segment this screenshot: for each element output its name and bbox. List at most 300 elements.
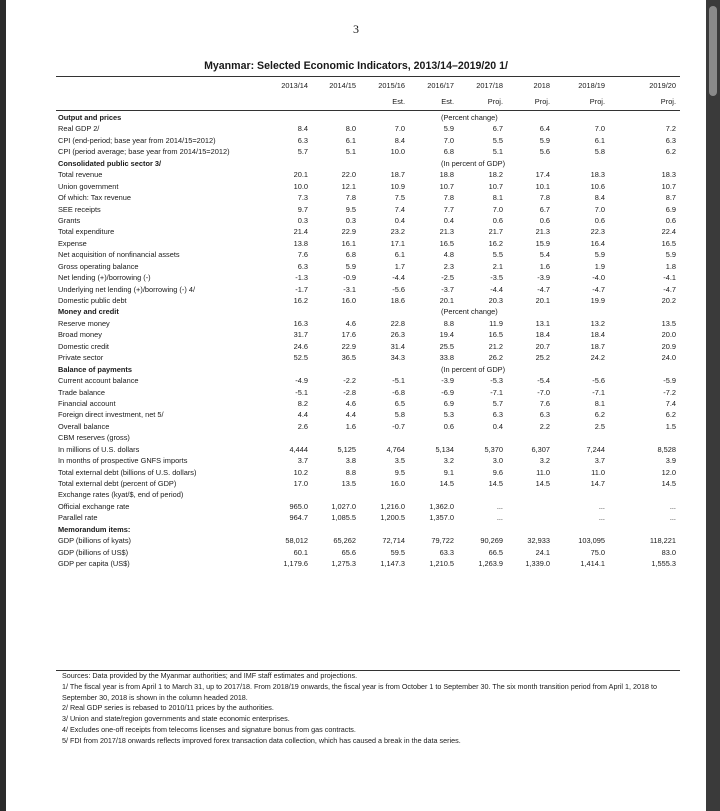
table-cell: -7.0 <box>537 387 550 397</box>
table-cell: -4.4 <box>490 284 503 294</box>
unit-caption: (In percent of GDP) <box>441 158 506 168</box>
table-cell: 1.6 <box>345 421 356 431</box>
table-cell: -5.3 <box>490 376 503 386</box>
table-row <box>56 272 680 283</box>
table-cell: -3.1 <box>343 284 356 294</box>
document-page <box>6 0 706 811</box>
table-cell: 0.6 <box>665 215 676 225</box>
row-label: Trade balance <box>58 387 105 397</box>
table-row <box>56 489 680 500</box>
table-cell: 18.8 <box>439 170 454 180</box>
table-cell: 18.3 <box>661 170 676 180</box>
table-cell: 965.0 <box>289 501 308 511</box>
table-cell: 31.7 <box>293 330 308 340</box>
table-cell: 4.6 <box>345 318 356 328</box>
table-title: Myanmar: Selected Economic Indicators, 2013/14–2019/20 1/ <box>204 60 508 72</box>
row-label: GDP per capita (US$) <box>58 559 130 569</box>
footnote: 5/ FDI from 2017/18 onwards reflects improved forex transaction data collection, which has caused a break in the data series. <box>62 735 461 745</box>
table-cell: 25.5 <box>439 341 454 351</box>
table-cell: 3.8 <box>345 456 356 466</box>
table-cell: -1.7 <box>295 284 308 294</box>
row-label: Balance of payments <box>58 364 132 374</box>
column-note-header: Proj. <box>534 97 550 106</box>
table-cell: 59.5 <box>390 547 405 557</box>
table-cell: 24.2 <box>590 353 605 363</box>
table-cell: 1,357.0 <box>429 513 454 523</box>
row-label: Reserve money <box>58 318 110 328</box>
table-cell: 5.7 <box>492 398 503 408</box>
table-cell: -3.9 <box>441 376 454 386</box>
column-year-header: 2017/18 <box>476 81 503 90</box>
table-cell: 1.7 <box>394 261 405 271</box>
table-cell: 0.4 <box>492 421 503 431</box>
table-cell: 5.1 <box>492 147 503 157</box>
table-cell: -4.9 <box>295 376 308 386</box>
table-cell: 20.2 <box>661 296 676 305</box>
row-label: Broad money <box>58 330 102 340</box>
table-cell: 0.3 <box>297 215 308 225</box>
table-row <box>56 467 680 478</box>
row-label: Net acquisition of nonfinancial assets <box>58 250 180 260</box>
table-cell: 16.0 <box>341 296 356 305</box>
table-cell: 13.2 <box>590 318 605 328</box>
row-label: Underlying net lending (+)/borrowing (-) 4/ <box>58 284 195 294</box>
table-cell: 16.2 <box>293 296 308 305</box>
table-cell: 8.4 <box>594 193 605 203</box>
table-cell: -1.3 <box>295 273 308 283</box>
table-row <box>56 318 680 329</box>
table-cell: 1,179.6 <box>283 559 308 569</box>
table-header <box>56 78 680 114</box>
table-cell: -4.0 <box>592 273 605 283</box>
table-cell: 25.2 <box>535 353 550 363</box>
table-cell: 16.5 <box>439 238 454 248</box>
table-cell: 66.5 <box>488 547 503 557</box>
table-cell: -4.4 <box>392 273 405 283</box>
table-cell: 24.0 <box>661 353 676 363</box>
table-row <box>56 352 680 363</box>
table-cell: ... <box>598 501 605 511</box>
table-cell: -7.1 <box>490 387 503 397</box>
table-cell: 2.5 <box>594 421 605 431</box>
table-cell: 6.4 <box>539 124 550 134</box>
table-cell: 8.7 <box>665 193 676 203</box>
table-cell: 8.0 <box>345 124 356 134</box>
footnote: 1/ The fiscal year is from April 1 to March 31, up to 2017/18. From 2018/19 onwards, the fiscal year is from October 1 to September 30. The six month transition period from April 1, 2018 to September 30, 2018 is shown in the column headed 2018. <box>62 681 657 702</box>
table-notes <box>62 671 662 747</box>
table-row <box>56 478 680 489</box>
scrollbar-thumb[interactable] <box>709 6 717 96</box>
table-cell: 19.9 <box>590 296 605 305</box>
table-cell: 1,263.9 <box>478 559 503 569</box>
row-label: Output and prices <box>58 113 122 122</box>
table-cell: -5.6 <box>392 284 405 294</box>
table-cell: ... <box>669 501 676 511</box>
column-year-header: 2019/20 <box>649 81 676 90</box>
table-cell: ... <box>496 501 503 511</box>
table-cell: 6.8 <box>443 147 454 157</box>
table-cell: 10.7 <box>488 181 503 191</box>
table-cell: 6.2 <box>594 410 605 420</box>
row-label: Financial account <box>58 398 116 408</box>
table-cell: 14.5 <box>661 479 676 488</box>
table-cell: 33.8 <box>439 353 454 363</box>
table-header-rule <box>56 110 680 111</box>
row-label: GDP (billions of US$) <box>58 547 129 557</box>
column-note-header: Est. <box>392 97 405 106</box>
table-cell: -5.9 <box>663 376 676 386</box>
table-cell: 964.7 <box>289 513 308 523</box>
table-cell: 19.4 <box>439 330 454 340</box>
table-cell: 16.0 <box>390 479 405 488</box>
table-cell: -6.8 <box>392 387 405 397</box>
row-label: Current account balance <box>58 376 139 386</box>
table-cell: 8.1 <box>492 193 503 203</box>
table-cell: 6.8 <box>345 250 356 260</box>
table-cell: 5.9 <box>665 250 676 260</box>
table-cell: 26.3 <box>390 330 405 340</box>
table-cell: ... <box>496 513 503 523</box>
table-cell: 6.7 <box>492 124 503 134</box>
table-cell: 6.3 <box>297 261 308 271</box>
table-cell: -5.4 <box>537 376 550 386</box>
row-label: GDP (billions of kyats) <box>58 536 131 546</box>
table-cell: 20.0 <box>661 330 676 340</box>
table-cell: 22.9 <box>341 227 356 237</box>
table-cell: 18.4 <box>535 330 550 340</box>
row-label: CPI (end-period; base year from 2014/15=2012) <box>58 135 216 145</box>
table-cell: 36.5 <box>341 353 356 363</box>
table-cell: 15.9 <box>535 238 550 248</box>
table-cell: 8.4 <box>394 135 405 145</box>
column-note-header: Proj. <box>589 97 605 106</box>
table-cell: 11.0 <box>536 467 550 477</box>
table-cell: 103,095 <box>578 536 605 546</box>
table-cell: -4.7 <box>663 284 676 294</box>
table-cell: 5.5 <box>492 135 503 145</box>
table-cell: ... <box>598 513 605 523</box>
table-cell: 3.5 <box>394 456 405 466</box>
table-cell: 20.9 <box>661 341 676 351</box>
table-cell: 11.0 <box>591 467 605 477</box>
table-row <box>56 238 680 249</box>
table-section-row <box>56 524 680 535</box>
footnote: 4/ Excludes one-off receipts from telecoms licenses and signature bonus from gas contracts. <box>62 724 356 734</box>
table-cell: -2.8 <box>343 387 356 397</box>
footnote: Sources: Data provided by the Myanmar authorities; and IMF staff estimates and projections. <box>62 671 358 680</box>
table-row <box>56 387 680 398</box>
row-label: Exchange rates (kyat/$, end of period) <box>58 490 184 500</box>
row-label: Official exchange rate <box>58 501 130 511</box>
row-label: Domestic credit <box>58 341 109 351</box>
table-cell: 1.5 <box>665 421 676 431</box>
table-cell: 5.4 <box>539 250 550 260</box>
table-cell: 20.1 <box>293 170 308 180</box>
table-cell: 20.1 <box>535 296 550 305</box>
table-cell: 1,210.5 <box>429 559 454 569</box>
table-cell: -5.1 <box>392 376 405 386</box>
unit-caption: (Percent change) <box>441 307 498 317</box>
table-cell: 16.2 <box>488 238 503 248</box>
column-year-header: 2018 <box>533 81 550 90</box>
table-row <box>56 341 680 352</box>
table-cell: -4.7 <box>592 284 605 294</box>
table-cell: 20.1 <box>439 296 454 305</box>
table-cell: 5.7 <box>297 147 308 157</box>
table-cell: 5.8 <box>594 147 605 157</box>
row-label: Net lending (+)/borrowing (-) <box>58 273 151 283</box>
row-label: Real GDP 2/ <box>58 124 100 134</box>
row-label: Total revenue <box>58 170 103 180</box>
table-cell: 9.6 <box>492 467 503 477</box>
table-cell: 21.2 <box>488 341 503 351</box>
table-cell: 16.3 <box>293 318 308 328</box>
table-cell: 23.2 <box>390 227 405 237</box>
table-row <box>56 261 680 272</box>
page-number: 3 <box>353 22 359 36</box>
table-cell: 5,134 <box>435 444 454 454</box>
table-row <box>56 123 680 134</box>
table-cell: 4,764 <box>386 444 405 454</box>
table-cell: 13.8 <box>293 238 308 248</box>
table-cell: -2.2 <box>343 376 356 386</box>
table-row <box>56 409 680 420</box>
table-cell: 3.9 <box>665 456 676 466</box>
table-cell: 14.7 <box>590 479 605 488</box>
table-row <box>56 215 680 226</box>
table-cell: 1,275.3 <box>331 559 356 569</box>
table-cell: 7.0 <box>443 135 454 145</box>
table-cell: 8.8 <box>345 467 356 477</box>
row-label: Expense <box>58 238 87 248</box>
table-cell: 16.1 <box>341 238 356 248</box>
table-cell: 1,216.0 <box>380 501 405 511</box>
table-cell: 10.2 <box>293 467 308 477</box>
row-label: Domestic public debt <box>58 296 127 305</box>
table-cell: 16.4 <box>590 238 605 248</box>
row-label: CBM reserves (gross) <box>58 433 130 443</box>
table-section-row <box>56 158 680 169</box>
table-row <box>56 398 680 409</box>
column-year-header: 2016/17 <box>427 81 454 90</box>
unit-caption: (Percent change) <box>441 113 498 122</box>
table-cell: 7.2 <box>665 124 676 134</box>
table-cell: -0.7 <box>392 421 405 431</box>
table-cell: 0.6 <box>443 421 454 431</box>
column-year-header: 2015/16 <box>378 81 405 90</box>
table-cell: 10.0 <box>390 147 405 157</box>
table-cell: 7.8 <box>443 193 454 203</box>
table-cell: 1,200.5 <box>380 513 405 523</box>
table-cell: 18.7 <box>390 170 405 180</box>
table-cell: 6.5 <box>394 398 405 408</box>
table-section-row <box>56 364 680 375</box>
table-row <box>56 535 680 546</box>
table-row <box>56 558 680 569</box>
table-cell: 18.6 <box>390 296 405 305</box>
table-cell: 22.4 <box>661 227 676 237</box>
table-cell: 1,027.0 <box>331 501 356 511</box>
table-cell: 1,339.0 <box>525 559 550 569</box>
table-cell: 18.4 <box>590 330 605 340</box>
table-cell: 6.3 <box>492 410 503 420</box>
table-cell: 5,370 <box>484 444 503 454</box>
table-row <box>56 192 680 203</box>
table-cell: 17.0 <box>293 479 308 488</box>
table-cell: 34.3 <box>390 353 405 363</box>
table-cell: 3.7 <box>594 456 605 466</box>
table-cell: 1.9 <box>594 261 605 271</box>
table-row <box>56 204 680 215</box>
table-cell: 52.5 <box>293 353 308 363</box>
table-row <box>56 455 680 466</box>
row-label: Overall balance <box>58 421 110 431</box>
table-cell: 10.6 <box>590 181 605 191</box>
table-cell: 24.6 <box>293 341 308 351</box>
table-cell: 7.0 <box>594 204 605 214</box>
table-cell: 22.9 <box>341 341 356 351</box>
table-cell: 3.2 <box>539 456 550 466</box>
row-label: Total external debt (percent of GDP) <box>58 479 177 488</box>
column-note-header: Proj. <box>487 97 503 106</box>
table-cell: -5.6 <box>592 376 605 386</box>
table-cell: 12.0 <box>661 467 676 477</box>
footnote: 3/ Union and state/region governments and state economic enterprises. <box>62 714 290 724</box>
table-cell: 5,125 <box>337 444 356 454</box>
table-row <box>56 421 680 432</box>
table-cell: 3.2 <box>443 456 454 466</box>
table-cell: 7.6 <box>297 250 308 260</box>
table-cell: 9.7 <box>297 204 308 214</box>
table-cell: 26.2 <box>488 353 503 363</box>
column-year-header: 2018/19 <box>578 81 605 90</box>
table-row <box>56 226 680 237</box>
row-label: Private sector <box>58 353 104 363</box>
table-cell: ... <box>669 513 676 523</box>
scrollbar-track[interactable] <box>706 0 720 811</box>
table-cell: 7.8 <box>345 193 356 203</box>
table-cell: 14.5 <box>439 479 454 488</box>
table-cell: 7,244 <box>586 444 605 454</box>
table-cell: 3.7 <box>297 456 308 466</box>
table-cell: 18.3 <box>590 170 605 180</box>
table-cell: 72,714 <box>382 536 405 546</box>
row-label: Total expenditure <box>58 227 115 237</box>
table-cell: 0.6 <box>492 215 503 225</box>
row-label: Consolidated public sector 3/ <box>58 158 162 168</box>
table-cell: 8,528 <box>657 444 676 454</box>
table-cell: 1,555.3 <box>651 559 676 569</box>
table-row <box>56 249 680 260</box>
table-row <box>56 169 680 180</box>
table-cell: 22.8 <box>390 318 405 328</box>
table-cell: 6.2 <box>665 410 676 420</box>
table-cell: 13.5 <box>341 479 356 488</box>
table-cell: -4.7 <box>537 284 550 294</box>
table-cell: 0.3 <box>345 215 356 225</box>
table-cell: 6.9 <box>443 398 454 408</box>
table-cell: 7.3 <box>297 193 308 203</box>
row-label: Of which: Tax revenue <box>58 193 131 203</box>
row-label: Money and credit <box>58 307 119 317</box>
table-cell: 6.1 <box>394 250 405 260</box>
table-cell: 20.7 <box>535 341 550 351</box>
table-row <box>56 181 680 192</box>
table-cell: 24.1 <box>535 547 550 557</box>
table-row <box>56 284 680 295</box>
table-cell: 4.4 <box>297 410 308 420</box>
table-cell: 60.1 <box>293 547 308 557</box>
table-cell: 1,414.1 <box>580 559 605 569</box>
column-year-header: 2013/14 <box>281 81 308 90</box>
table-cell: 58,012 <box>285 536 308 546</box>
table-cell: 6.3 <box>297 135 308 145</box>
table-cell: 8.1 <box>594 398 605 408</box>
table-cell: 21.3 <box>535 227 550 237</box>
row-label: In millions of U.S. dollars <box>58 444 140 454</box>
table-cell: -5.1 <box>295 387 308 397</box>
table-cell: 6.3 <box>539 410 550 420</box>
column-year-header: 2014/15 <box>329 81 356 90</box>
table-cell: 6.3 <box>665 135 676 145</box>
table-cell: 6.2 <box>665 147 676 157</box>
table-top-rule <box>56 76 680 77</box>
table-cell: 17.1 <box>390 238 405 248</box>
table-cell: 2.1 <box>492 261 503 271</box>
table-cell: 9.5 <box>394 467 405 477</box>
table-cell: 0.4 <box>443 215 454 225</box>
table-cell: 31.4 <box>390 341 405 351</box>
table-cell: 21.4 <box>293 227 308 237</box>
table-cell: 5.9 <box>594 250 605 260</box>
table-cell: 4.8 <box>443 250 454 260</box>
table-cell: 21.3 <box>439 227 454 237</box>
table-row <box>56 135 680 146</box>
table-cell: 18.7 <box>590 341 605 351</box>
table-cell: 5.9 <box>539 135 550 145</box>
table-cell: 32,933 <box>527 536 550 546</box>
table-body <box>56 112 680 570</box>
table-row <box>56 295 680 306</box>
table-cell: 10.1 <box>535 181 550 191</box>
table-cell: 1.8 <box>665 261 676 271</box>
table-cell: 22.0 <box>341 170 356 180</box>
table-cell: 13.5 <box>661 318 676 328</box>
table-cell: 16.5 <box>661 238 676 248</box>
table-cell: 6,307 <box>531 444 550 454</box>
table-cell: 1,362.0 <box>429 501 454 511</box>
table-cell: 8.8 <box>443 318 454 328</box>
table-row <box>56 375 680 386</box>
row-label: Union government <box>58 181 119 191</box>
table-cell: 6.1 <box>345 135 356 145</box>
table-cell: 16.5 <box>488 330 503 340</box>
table-cell: 79,722 <box>431 536 454 546</box>
table-cell: 1,085.5 <box>331 513 356 523</box>
table-cell: 1.6 <box>539 261 550 271</box>
table-row <box>56 146 680 157</box>
table-row <box>56 501 680 512</box>
table-cell: 10.7 <box>661 181 676 191</box>
row-label: In months of prospective GNFS imports <box>58 456 188 466</box>
row-label: Parallel rate <box>58 513 98 523</box>
table-cell: -3.9 <box>537 273 550 283</box>
row-label: SEE receipts <box>58 204 101 214</box>
row-label: Grants <box>58 215 81 225</box>
row-label: CPI (period average; base year from 2014/15=2012) <box>58 147 230 157</box>
table-cell: 75.0 <box>590 547 605 557</box>
table-cell: 7.8 <box>539 193 550 203</box>
